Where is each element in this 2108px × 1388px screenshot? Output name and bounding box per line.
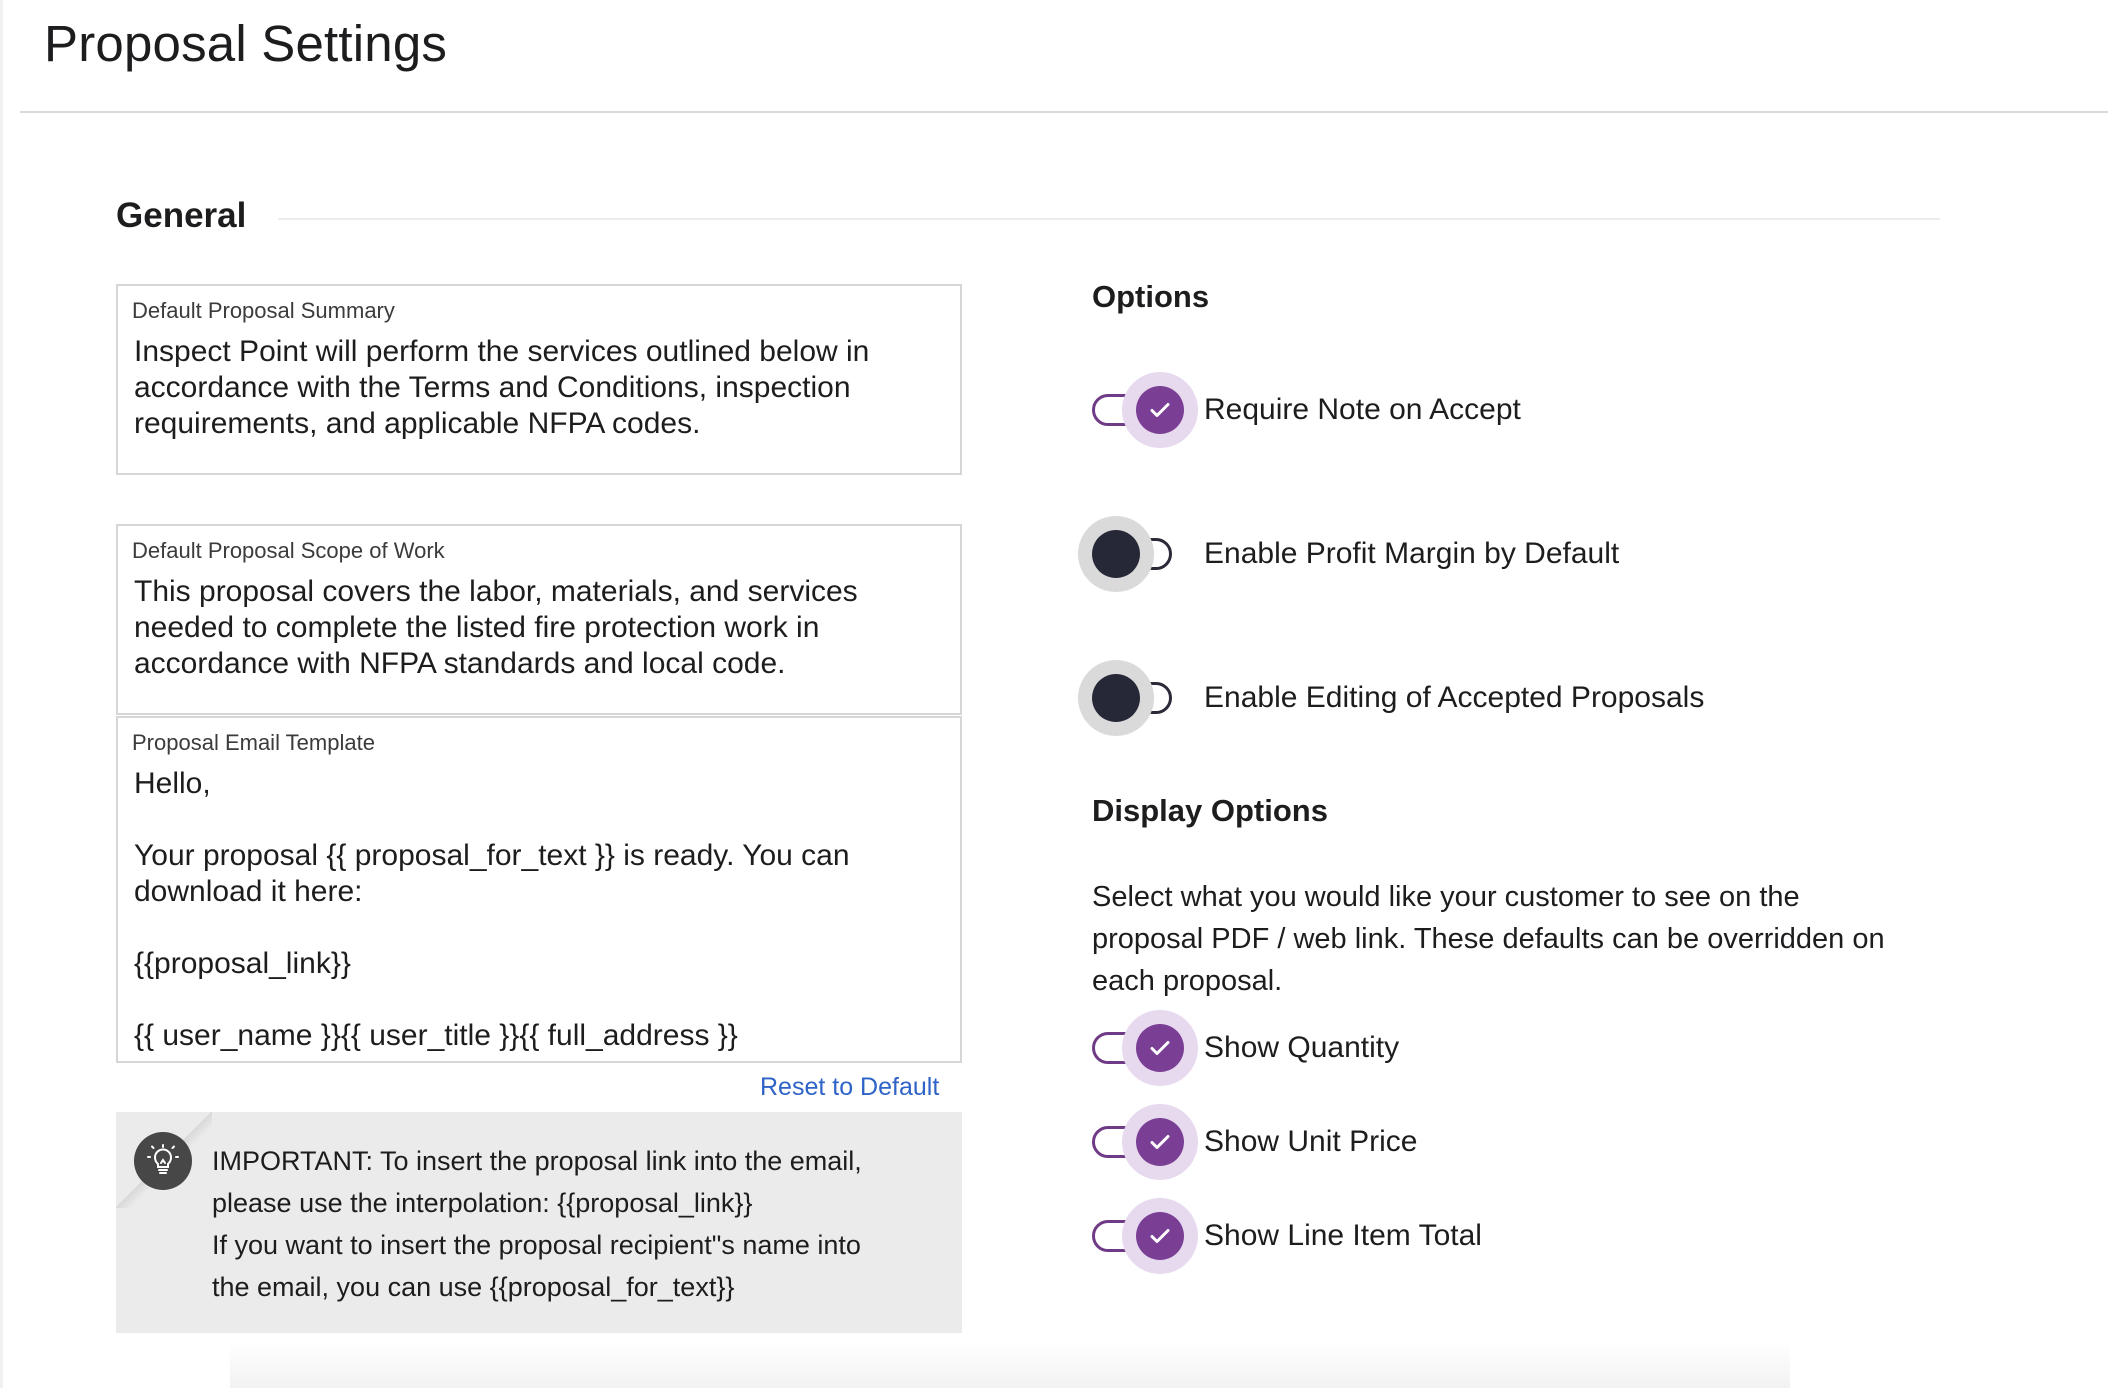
default-proposal-scope-field[interactable] — [116, 524, 962, 715]
option-enable-profit-margin[interactable] — [1084, 514, 1619, 594]
toggle-knob — [1092, 674, 1140, 722]
toggle-knob — [1092, 530, 1140, 578]
check-icon — [1136, 1118, 1184, 1166]
left-edge-divider — [0, 0, 3, 1388]
check-icon — [1136, 1212, 1184, 1260]
toggle-label: Require Note on Accept — [1204, 393, 1521, 426]
default-proposal-summary-text[interactable]: Inspect Point will perform the services outlined below in accordance with the Terms and Conditions, inspection requirements, and applicable NFPA codes. — [134, 335, 878, 440]
show-quantity-toggle[interactable] — [1084, 1008, 1180, 1088]
default-proposal-scope-text[interactable]: This proposal covers the labor, materials, and services needed to complete the listed fire protection work in accordance with NFPA standards and local code. — [134, 575, 867, 680]
option-require-note-on-accept[interactable] — [1084, 370, 1521, 450]
profit-margin-toggle[interactable] — [1084, 514, 1180, 594]
field-label: Proposal Email Template — [132, 730, 375, 755]
proposal-email-template-text[interactable]: Hello, Your proposal {{ proposal_for_text }} is ready. You can download it here: {{proposal_link}} {{ user_name }}{{ user_title }}{{ full_address }} — [134, 767, 850, 1052]
show-unit-price-toggle[interactable] — [1084, 1102, 1180, 1182]
section-divider — [278, 218, 1940, 220]
toggle-label: Show Line Item Total — [1204, 1219, 1482, 1252]
check-icon — [1136, 1024, 1184, 1072]
display-option-show-unit-price[interactable] — [1084, 1102, 1417, 1182]
show-line-item-total-toggle[interactable] — [1084, 1196, 1180, 1276]
header-divider — [20, 111, 2108, 113]
important-notice — [116, 1112, 962, 1333]
option-enable-editing-accepted[interactable] — [1084, 658, 1704, 738]
bottom-shadow — [230, 1342, 1790, 1388]
toggle-label: Show Quantity — [1204, 1031, 1400, 1064]
proposal-email-template-field[interactable] — [116, 716, 962, 1063]
field-label: Default Proposal Summary — [132, 298, 395, 323]
default-proposal-summary-field[interactable] — [116, 284, 962, 475]
lightbulb-icon — [134, 1132, 192, 1190]
page-title: Proposal Settings — [44, 15, 448, 72]
toggle-label: Show Unit Price — [1204, 1125, 1418, 1158]
editing-accepted-toggle[interactable] — [1084, 658, 1180, 738]
display-options-description: Select what you would like your customer to see on the proposal PDF / web link. These defaults can be overridden on each proposal. — [1092, 881, 1885, 997]
display-option-show-line-item-total[interactable] — [1084, 1196, 1482, 1276]
reset-to-default-link[interactable]: Reset to Default — [760, 1073, 940, 1101]
options-title: Options — [1092, 279, 1210, 314]
notice-text: IMPORTANT: To insert the proposal link into the email, please use the interpolation: {{proposal_link}} If you want to insert the proposal recipient"s name into the email, you can use {{proposal_for_text}} — [212, 1146, 862, 1302]
toggle-label: Enable Profit Margin by Default — [1204, 537, 1620, 570]
toggle-label: Enable Editing of Accepted Proposals — [1204, 681, 1705, 714]
section-title-general: General — [116, 196, 247, 235]
check-icon — [1136, 386, 1184, 434]
field-label: Default Proposal Scope of Work — [132, 538, 445, 563]
display-option-show-quantity[interactable] — [1084, 1008, 1399, 1088]
require-note-toggle[interactable] — [1084, 370, 1180, 450]
display-options-title: Display Options — [1092, 793, 1328, 828]
